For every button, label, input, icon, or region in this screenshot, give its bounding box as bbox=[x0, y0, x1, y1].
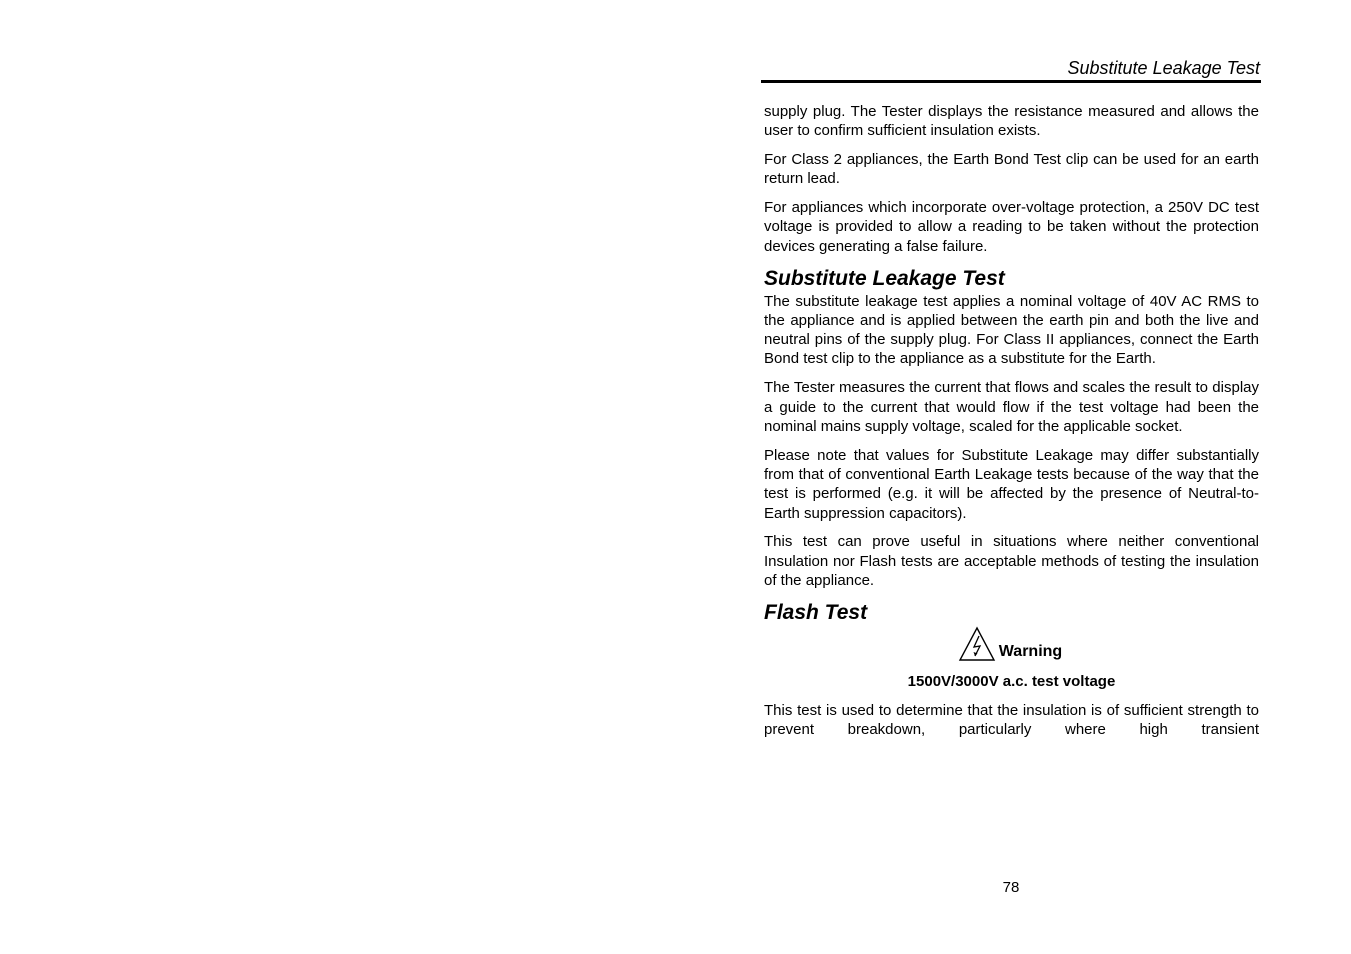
substitute-leakage-paragraph-4: This test can prove useful in situations where neither conventional Insulation nor Flash tests are acceptable methods of testing the insulation of the appliance. bbox=[764, 533, 1259, 589]
running-header: Substitute Leakage Test bbox=[1067, 58, 1260, 78]
substitute-leakage-paragraph-3: Please note that values for Substitute Leakage may differ substantially from that of conventional Earth Leakage tests because of the way that the test is performed (e.g. it will be affected by the presence of Neutral-to-Earth suppression capacitors). bbox=[764, 446, 1259, 522]
page-number: 78 bbox=[1002, 879, 1020, 896]
header-rule bbox=[761, 80, 1261, 83]
substitute-leakage-paragraph-1: The substitute leakage test applies a nominal voltage of 40V AC RMS to the appliance and is applied between the earth pin and both the live and neutral pins of the supply plug. For Class II appliances, connect the Earth Bond test clip to the appliance as a substitute for the Earth. bbox=[764, 292, 1259, 368]
text-column bbox=[764, 102, 1259, 749]
warning-label: Warning bbox=[998, 642, 1063, 660]
intro-paragraph-2: For Class 2 appliances, the Earth Bond Test clip can be used for an earth return lead. bbox=[764, 151, 1259, 188]
substitute-leakage-heading: Substitute Leakage Test bbox=[764, 266, 1005, 290]
warning-block bbox=[764, 626, 1259, 666]
high-voltage-warning-icon bbox=[958, 626, 996, 662]
intro-paragraph-1: supply plug. The Tester displays the resistance measured and allows the user to confirm sufficient insulation exists. bbox=[764, 103, 1259, 140]
flash-test-paragraph-1: This test is used to determine that the insulation is of sufficient strength to prevent breakdown, particularly where high transient bbox=[764, 701, 1259, 739]
warning-group bbox=[961, 626, 1062, 666]
intro-paragraph-3: For appliances which incorporate over-voltage protection, a 250V DC test voltage is provided to allow a reading to be taken without the protection devices generating a false failure. bbox=[764, 199, 1259, 255]
flash-test-heading: Flash Test bbox=[764, 600, 868, 624]
test-voltage-note: 1500V/3000V a.c. test voltage bbox=[907, 672, 1116, 690]
substitute-leakage-paragraph-2: The Tester measures the current that flows and scales the result to display a guide to the current that would flow if the test voltage had been the nominal mains supply voltage, scaled for the applicable socket. bbox=[764, 379, 1259, 435]
